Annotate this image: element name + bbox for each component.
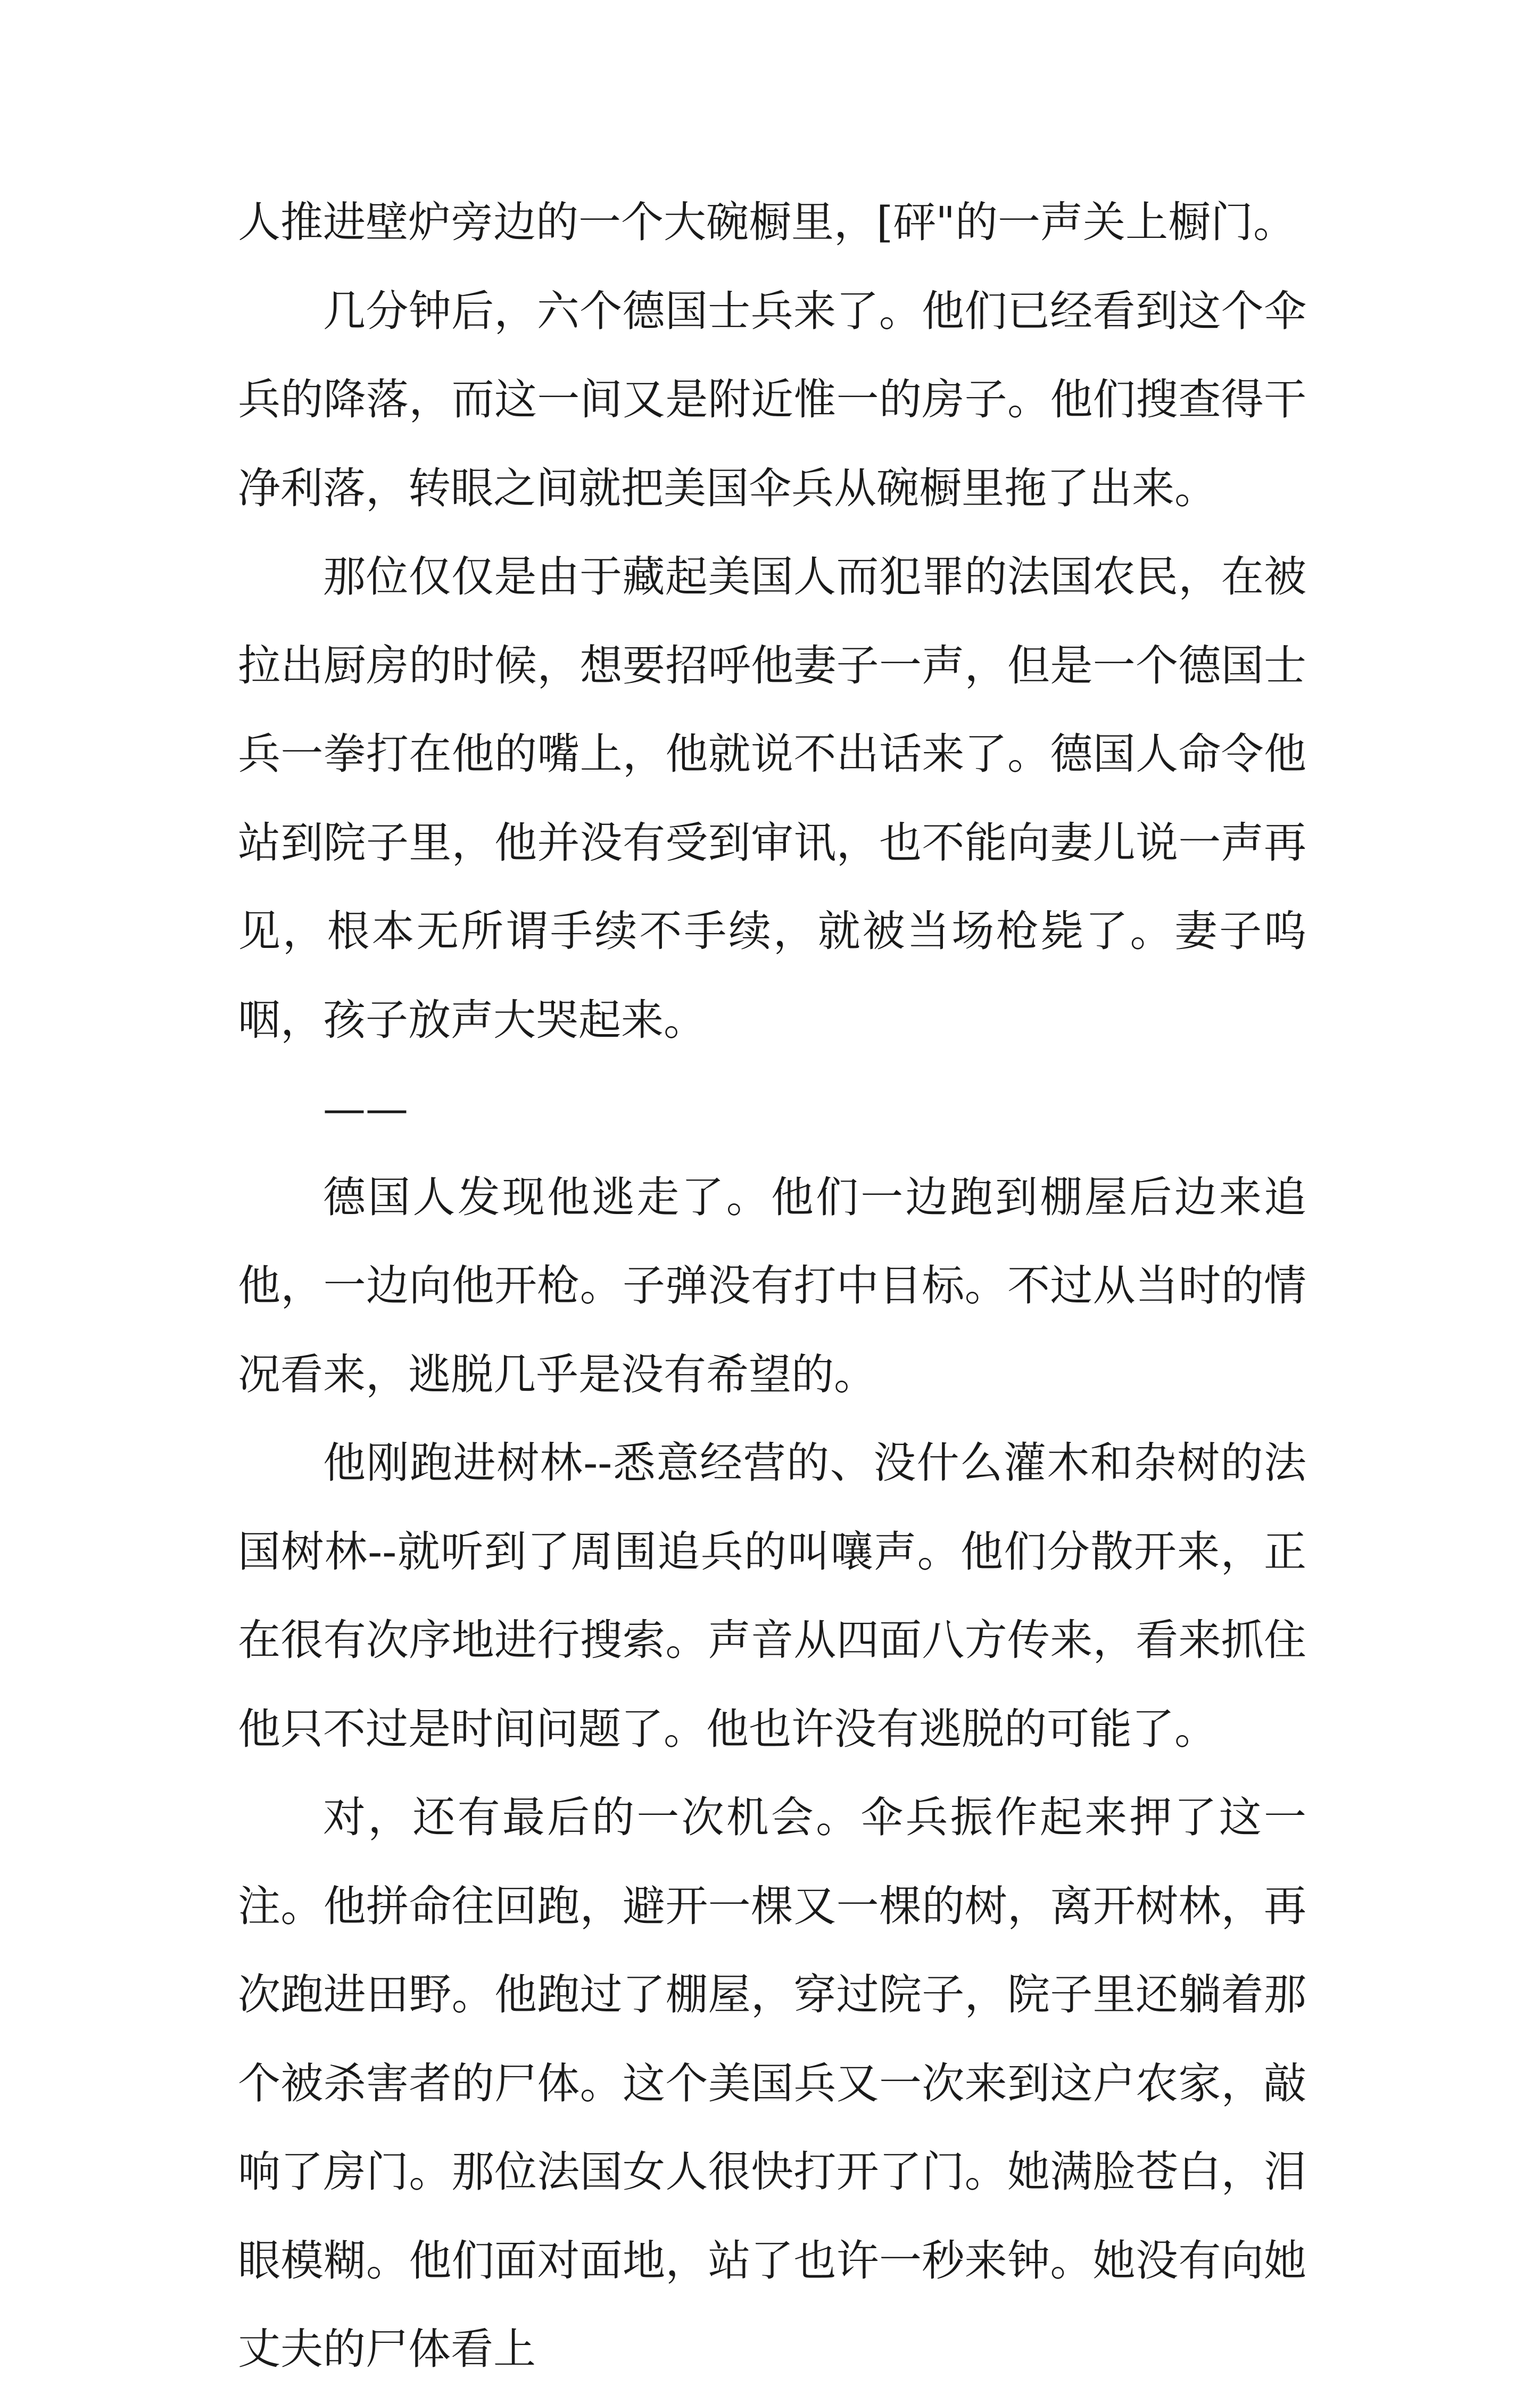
document-page bbox=[238, 178, 1306, 2394]
paragraph-6: 对，还有最后的一次机会。伞兵振作起来押了这一注。他拼命往回跑，避开一棵又一棵的树，离开树林，再次跑进田野。他跑过了棚屋，穿过院子，院子里还躺着那个被杀害者的尸体。这个美国兵又一次来到这户农家，敲响了房门。那位法国女人很快打开了门。她满脸苍白，泪眼模糊。他们面对面地，站了也许一秒来钟。她没有向她丈夫的尸体看上 bbox=[238, 1793, 1306, 2374]
paragraph-3: 那位仅仅是由于藏起美国人而犯罪的法国农民，在被拉出厨房的时候，想要招呼他妻子一声，但是一个德国士兵一拳打在他的嘴上，他就说不出话来了。德国人命令他站到院子里，他并没有受到审讯，也不能向妻儿说一声再见，根本无所谓手续不手续，就被当场枪毙了。妻子呜咽，孩子放声大哭起来。 bbox=[238, 552, 1306, 1045]
paragraph-4: 德国人发现他逃走了。他们一边跑到棚屋后边来追他，一边向他开枪。子弹没有打中目标。不过从当时的情况看来，逃脱几乎是没有希望的。 bbox=[238, 1172, 1306, 1399]
paragraph-2: 几分钟后，六个德国士兵来了。他们已经看到这个伞兵的降落，而这一间又是附近惟一的房子。他们搜查得干净利落，转眼之间就把美国伞兵从碗橱里拖了出来。 bbox=[238, 286, 1306, 513]
paragraph-1: 人推进壁炉旁边的一个大碗橱里，[砰"的一声关上橱门。 bbox=[238, 197, 1296, 247]
paragraph-5: 他刚跑进树林--悉意经营的、没什么灌木和杂树的法国树林--就听到了周围追兵的叫嚷声。他们分散开来，正在很有次序地进行搜索。声音从四面八方传来，看来抓住他只不过是时间问题了。他也许没有逃脱的可能了。 bbox=[238, 1438, 1306, 1754]
section-divider: —— bbox=[323, 1084, 408, 1133]
